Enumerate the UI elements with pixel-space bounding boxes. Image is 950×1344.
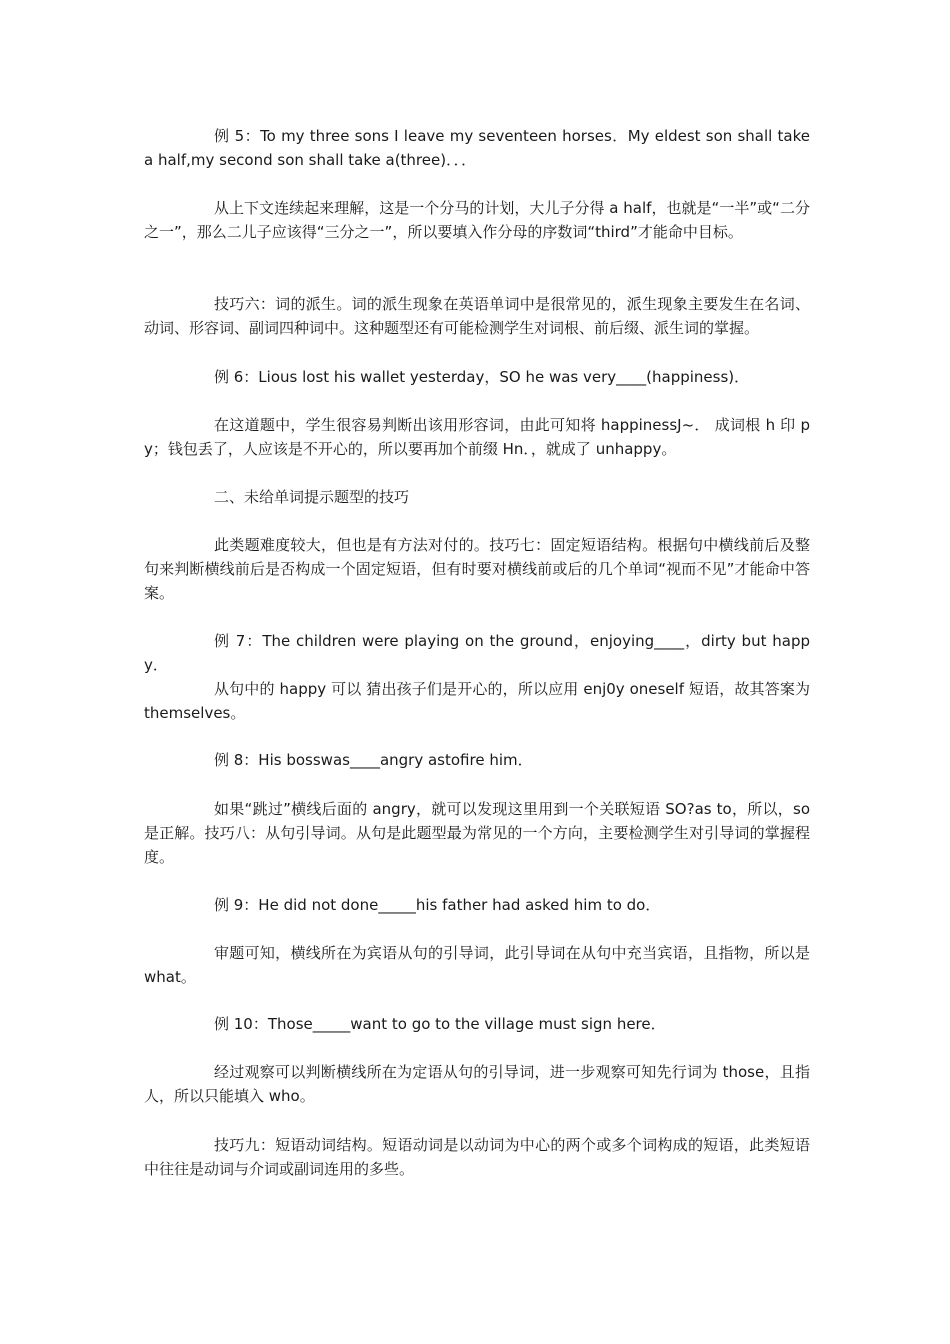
section-2-heading: 二、未给单词提示题型的技巧 <box>214 488 410 506</box>
example-7-paragraph: 例 7：The children were playing on the ground，enjoying____，dirty but happy． <box>144 632 810 674</box>
example-8-paragraph: 例 8：His bosswas____angry astofire him． <box>214 751 533 769</box>
tip-9-paragraph: 技巧九：短语动词结构。短语动词是以动词为中心的两个或多个词构成的短语，此类短语中往往是动词与介词或副词连用的多些。 <box>144 1136 810 1178</box>
example-9-paragraph: 例 9：He did not done_____his father had asked him to do． <box>214 896 661 914</box>
example-10-paragraph: 例 10：Those_____want to go to the village must sign here． <box>214 1015 666 1033</box>
tip-6-paragraph: 技巧六：词的派生。词的派生现象在英语单词中是很常见的，派生现象主要发生在名词、动词、形容词、副词四种词中。这种题型还有可能检测学生对词根、前后缀、派生词的掌握。 <box>144 295 810 337</box>
tip-7-paragraph: 此类题难度较大，但也是有方法对付的。技巧七：固定短语结构。根据句中横线前后及整句来判断横线前后是否构成一个固定短语，但有时要对横线前或后的几个单词“视而不见”才能命中答案。 <box>144 536 810 602</box>
example-7-explanation-paragraph: 从句中的 happy 可以 猜出孩子们是开心的，所以应用 enj0y oneself 短语，故其答案为 themselves。 <box>144 680 810 722</box>
example-6-paragraph: 例 6：Lious lost his wallet yesterday，SO he was very____(happiness)． <box>214 368 750 386</box>
example-8-explanation-paragraph: 如果“跳过”横线后面的 angry，就可以发现这里用到一个关联短语 SO?as to，所以，so 是正解。技巧八：从句引导词。从句是此题型最为常见的一个方向，主要检测学生对引导词的掌握程度。 <box>144 800 810 866</box>
example-10-explanation-paragraph: 经过观察可以判断横线所在为定语从句的引导词，进一步观察可知先行词为 those，且指人，所以只能填入 who。 <box>144 1063 810 1105</box>
example-5-explanation-paragraph: 从上下文连续起来理解，这是一个分马的计划，大儿子分得 a half，也就是“一半”或“二分之一”，那么二儿子应该得“三分之一”，所以要填入作分母的序数词“third”才能命中目标。 <box>144 199 810 241</box>
example-6-explanation-paragraph: 在这道题中，学生很容易判断出该用形容词，由此可知将 happinessJ~． 成词根 h 印 py；钱包丢了，人应该是不开心的，所以要再加个前缀 Hn．，就成了 unhappy。 <box>144 416 810 458</box>
example-5-paragraph: 例 5：To my three sons I leave my seventeen horses．My eldest son shall take a half,my second son shall take a(three)．．． <box>144 127 810 169</box>
example-9-explanation-paragraph: 审题可知，横线所在为宾语从句的引导词，此引导词在从句中充当宾语，且指物，所以是 what。 <box>144 944 810 986</box>
